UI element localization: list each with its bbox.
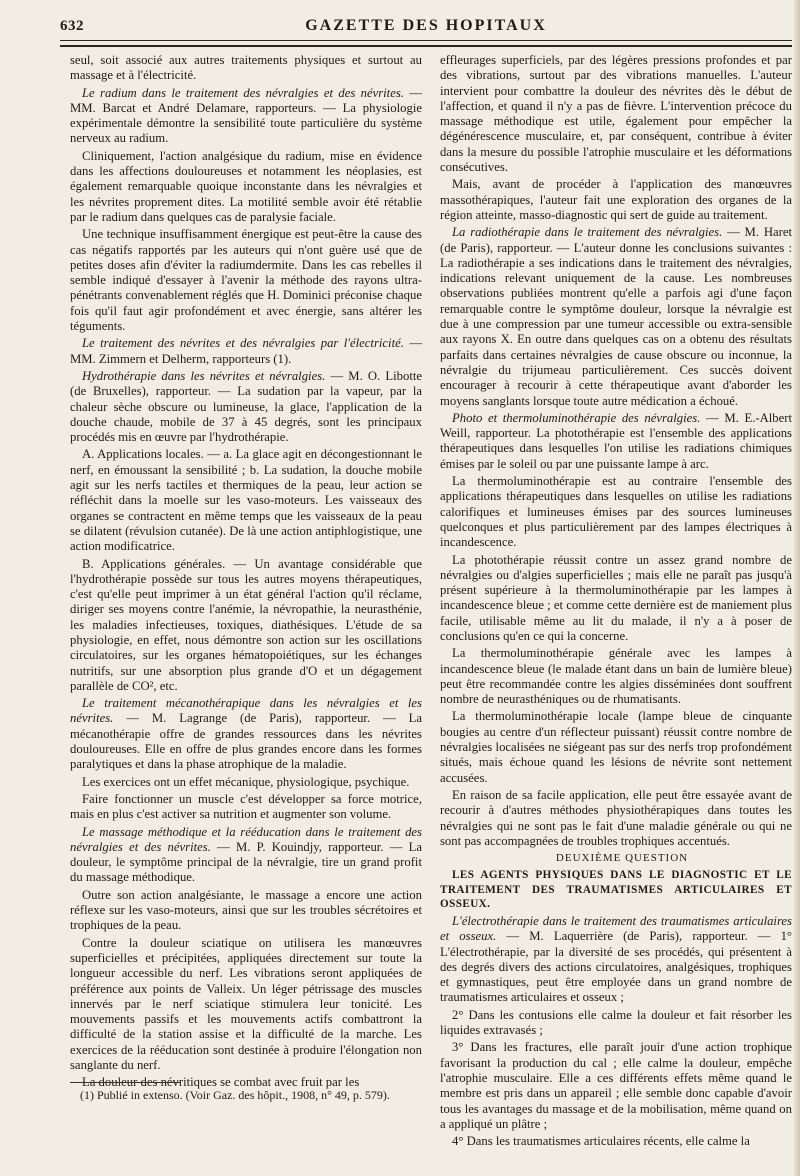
paragraph: Une technique insuffisamment énergique est peut-être la cause des cas négatifs rapportés par les auteurs qui n'ont guère usé que de petites doses afin d'éviter la radiumdermite. Dans les cas rebelles il semble indiqué d'essayer à l'avenir la méthode des rayons ultra-pénétrants convenablement réglés que H. Dominici préconise chaque fois qu'il faut agir profondément et avec énergie, sans altérer les téguments. [70,227,422,334]
paragraph: La douleur des névritiques se combat avec fruit par les [82,1075,360,1090]
page-header [60,14,792,38]
footnote-rule [70,1082,180,1083]
paragraph: La photothérapie réussit contre un assez grand nombre de névralgies ou d'algies superficielles ; mais elle ne paraît pas jusqu'à présent supérieure à la thermoluminothérapie par les lampes à incandescence bleue ; et comme cette dernière est de maniement plus facile, utilisable même au lit du malade, il n'y a à poser de conclusions qu'en ce qui la concerne. [440,552,792,643]
paragraph: Contre la douleur sciatique on utilisera les manœuvres superficielles et précipitées, appliquées directement sur toute la longueur accessible du nerf. Les vibrations seront appliquées de préférence aux points de Valleix. Un léger pétrissage des muscles innervés par le nerf sciatique stimulera leur tonicité. Les mouvements passifs et les mouvements actifs combattront la difficulté de la station assise et la difficulté de la marche. Les exercices de la rééducation sont destinée à produire l'élongation non sanglante du nerf. [70,935,422,1072]
paragraph [70,825,422,886]
report-title: Le radium dans le traitement des névralgies et des névrites. [82,85,404,100]
section-title: LES AGENTS PHYSIQUES DANS LE DIAGNOSTIC ET LE TRAITEMENT DES TRAUMATISMES ARTICULAIRES ET OSSEUX. [440,869,792,911]
paragraph [70,696,422,772]
report-authors: — MM. Zimmern et Delherm, rapporteurs (1). [70,336,423,366]
report-title: Photo et thermoluminothérapie des névralgies. [452,410,701,425]
paragraph: B. Applications générales. — Un avantage considérable que l'hydrothérapie possède sur tous les autres moyens thérapeutiques, c'est qu'elle peut imprimer à un état général l'action qu'il réclame, diriger ses moyens contre l'anémie, la névropathie, la neurasthénie, les maladies infectieuses, toxiques, diathésiques. L'étude de sa physiologie, en effet, nous démontre son action sur les oscillations circulatoires, sur les organes hématopoiétiques, sur les échanges nutritifs, sur une absorption plus grande d'O et un dégagement parallèle de CO², etc. [70,556,422,693]
paragraph: 2° Dans les contusions elle calme la douleur et fait résorber les liquides extravasés ; [440,1007,792,1038]
report-title: Le traitement mécanothérapique dans les névralgies et les névrites. [70,696,422,726]
paragraph: La thermoluminothérapie locale (lampe bleue de cinquante bougies au centre d'un réflecteur puissant) réussit contre nombre de névralgies localisées ne siégeant pas sur des nerfs trop profondément situés, mais échoue quand les lésions de névrite sont nettement accusées. [440,709,792,785]
page-number: 632 [60,18,84,34]
paragraph: La thermoluminothérapie générale avec les lampes à incandescence bleue (le malade étant dans un bain de lumière bleue) peut être recommandée contre les algies disséminées dont souffrent nombre de neurasthéniques ou de rhumatisants. [440,646,792,707]
left-column [70,53,422,1093]
paragraph-text: La physiologie expérimentale démontre la sensibilité toute particulière du système nerveux au radium. [70,100,422,146]
report-authors: — MM. Barcat et André Delamare, rapporteurs. — [70,85,422,115]
paragraph: En raison de sa facile application, elle peut être essayée avant de recourir à d'autres méthodes physiothérapiques dans toutes les névralgies qui ne sont pas le fait d'une maladie générale ou qui ne sont pas accompagnées de troubles trophiques accentués. [440,787,792,848]
paragraph: A. Applications locales. — a. La glace agit en décongestionnant le nerf, en émoussant la sensibilité ; b. La sudation, la douche mobile agit sur les nerfs tactiles et thermiques de la peau, leur action se réfléchit dans la moelle sur les vaso-moteurs. Les vaisseaux des organes se contractent en même temps que les vaisseaux de la peau se dilatent (révulsion cutanée). De là une action antiphlogistique, une action modificatrice. [70,447,422,554]
paragraph [440,225,792,409]
report-title: Hydrothérapie dans les névrites et névralgies. [82,368,326,383]
report-title: L'électrothérapie dans le traitement des traumatismes articulaires et osseux. [440,913,792,944]
paragraph: seul, soit associé aux autres traitements physiques et surtout au massage et à l'électricité. [70,53,422,83]
paragraph: Les exercices ont un effet mécanique, physiologique, psychique. [82,774,410,789]
paragraph-text: — M. Laquerrière (de Paris), rapporteur. — 1° L'électrothérapie, par la diversité de ses procédés, qui présentent à des degrés divers des actions circulatoires, analgésiques, trophiques et gymnastiques, peut être employée dans un grand nombre de traumatismes articulaires et osseux ; [440,929,792,1005]
report-title: Le traitement des névrites et des névralgies par l'électricité. [82,336,404,351]
paragraph [440,411,792,472]
paragraph [70,369,422,445]
paragraph-text: — M. Lagrange (de Paris), rapporteur. — La mécanothérapie offre de grandes ressources dans les névrites douloureuses. Elle en offre de plus grandes encore dans les formes paralytiques et dans la phase atrophique de la maladie. [70,711,423,772]
paragraph-text: — M. O. Libotte (de Bruxelles), rapporteur. — La sudation par la vapeur, par la chaleur sèche obscure ou lumineuse, la glace, l'application de la douche chaude, mobile de 37 à 45 degrés, sont les principaux procédés mis en œuvre par l'hydrothérapie. [70,368,422,445]
paragraph: Outre son action analgésiante, le massage a encore une action réflexe sur les vaso-moteurs, ainsi que sur les troubles sécrétoires et trophiques de la peau. [70,887,422,933]
paragraph-text: — M. P. Kouindjy, rapporteur. — La douleur, le symptôme principal de la névralgie, tire un grand profit du massage méthodique. [70,839,422,885]
header-rule-thick [60,45,792,47]
section-label: DEUXIÈME QUESTION [555,852,689,865]
paragraph [70,336,422,367]
paragraph [70,86,422,147]
right-column [440,53,792,1151]
report-title: La radiothérapie dans le traitement des névralgies. [452,225,723,240]
paragraph: effleurages superficiels, par des légères pressions profondes et par des vibrations, surtout par des vibrations manuelles. L'auteur intervient pour combattre la douleur des névrites dès le début de l'affection, et quand il n'y a pas de fièvre. L'intervention précoce du massage méthodique est utile, également pour empêcher la dégénérescence musculaire, et, par conséquent, contribue à éviter dans la mesure du possible l'atrophie musculaire et les déformations consécutives. [440,53,792,175]
paragraph: Mais, avant de procéder à l'application des manœuvres massothérapiques, l'auteur fait une exploration des organes de la région atteinte, masso-diagnostic qui sert de guide au traitement. [440,177,792,222]
paragraph: 4° Dans les traumatismes articulaires récents, elle calme la [452,1134,750,1149]
running-title: GAZETTE DES HOPITAUX [305,17,547,34]
paragraph: La thermoluminothérapie est au contraire l'ensemble des applications thérapeutiques dans lesquelles on utilise les radiations calorifiques et lumineuses émises par des sources lumineuses quelconques et plus particulièrement par des lampes électriques à incandescence. [440,474,792,550]
paragraph-text: — M. Haret (de Paris), rapporteur. — L'auteur donne les conclusions suivantes : La radiothérapie a ses indications dans le traitement des névralgies, indications relevant uniquement de la cause. Les nombreuses observations publiées montrent qu'elle a parfois agi d'une façon remarquable contre le symptôme douleur, lorsque la névralgie est due à une compression par une tumeur accessible ou extra-sensible aux rayons X. En outre dans quelques cas on a obtenu des résultats parfaits dans certaines névralgies de cause obscure ou inconnue, la névralgie du trijumeau particulièrement. Ces succès doivent encourager à recourir à cette thérapeutique avant d'aborder les moyens sanglants lorsque toute autre médication a échoué. [440,225,792,408]
paragraph: Faire fonctionner un muscle c'est développer sa force motrice, mais en plus c'est activer sa nutrition et augmenter son volume. [70,791,422,822]
paragraph-text: — M. E.-Albert Weill, rapporteur. La photothérapie est l'ensemble des applications thérapeutiques dans lesquelles l'on utilise les radiations chimiques émises par le soleil ou par une puissante lampe à arc. [440,410,793,471]
paragraph: Cliniquement, l'action analgésique du radium, mise en évidence dans les affections douloureuses et notamment les néoplasies, est également remarquable quoique inconstante dans les névralgies et les névrites proprement dites. La motilité semble avoir été rétablie par le radium dans quelques cas de paralysie faciale. [70,148,422,224]
page-edge [794,0,800,1176]
report-title: Le massage méthodique et la rééducation dans le traitement des névralgies et des névrites. [70,824,422,854]
footnote: (1) Publié in extenso. (Voir Gaz. des hôpit., 1908, n° 49, p. 579). [80,1088,390,1102]
paragraph [440,914,792,1006]
header-rule [60,40,792,41]
paragraph: 3° Dans les fractures, elle paraît jouir d'une action trophique favorisant la production du cal ; elle calme la douleur, empêche l'atrophie musculaire. Elle a ces différents effets même quand le membre est pris dans un appareil ; elle semble donc capable d'avoir tous les avantages du massage et de la mobilisation, même quand on a appliqué un plâtre ; [440,1040,792,1131]
